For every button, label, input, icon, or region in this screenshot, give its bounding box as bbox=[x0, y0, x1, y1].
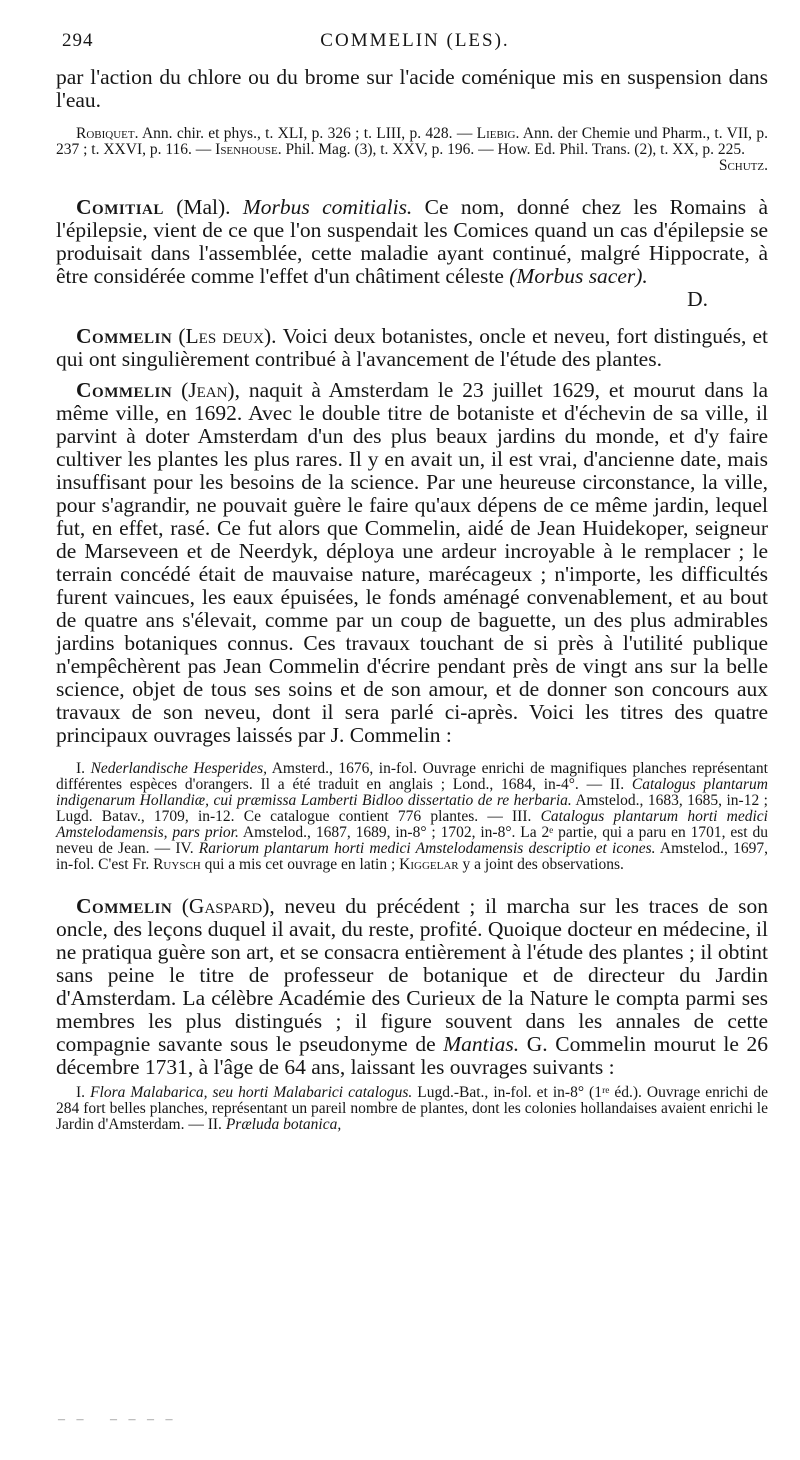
pseudonym: Mantias. bbox=[443, 1032, 520, 1056]
work-title: Nederlandische Hesperides, bbox=[90, 760, 268, 777]
work-title: Catalogus plantarum indigenarum Hollandiæ, cui præmissa Lamberti Bidloo dissertatio de re herbaria. bbox=[56, 776, 768, 809]
entry-text: neveu du précédent ; il marcha sur les traces de son oncle, des leçons duquel il avait, du reste, profité. Quoique docteur en médecine, il ne pratiqua guère son art, et se consacra entièrement à l'étude des plantes ; il obtint sans peine le titre de professeur de botanique et de directeur du Jardin d'Amsterdam. La célèbre Académie des Curieux de la Nature le compta parmi ses membres les plus distingués ; il figure souvent dans les annales de cette compagnie savante sous le pseudonyme de bbox=[56, 894, 768, 1056]
work-number: I. bbox=[76, 1084, 91, 1101]
page-footer-mark: ‒ ‒ ‒ ‒ ‒ ‒ bbox=[58, 1412, 177, 1427]
entry-tag: (Les deux). bbox=[172, 324, 283, 348]
author-robiquet: Robiquet. bbox=[76, 125, 139, 142]
entry-text: naquit à Amsterdam le 23 juillet 1629, et mourut dans la même ville, en 1692. Avec le double titre de botaniste et d'échevin de sa ville, il parvint à doter Amsterdam d'un des plus beaux jardins du monde, et d'y faire cultiver les plantes les plus rares. Il y en avait un, il est vrai, d'ancienne date, mais insuffisant pour les besoins de la science. Par une heureuse circonstance, la ville, pour s'agrandir, ne pouvait guère le faire qu'aux dépens de ce même jardin, lequel fut, en effet, rasé. Ce fut alors que Commelin, aidé de Jean Huidekoper, seigneur de Marseveen et de Neerdyk, déploya une ardeur incroyable à le remplacer ; le terrain concédé était de mauvaise nature, marécageux ; n'importe, les difficultés furent vaincues, les eaux épuisées, le fonds aménagé convenablement, et au bout de quatre ans s'élevait, comme par un coup de baguette, un des plus admirables jardins botaniques connus. Ces travaux touchant de si près à l'utilité publique n'empêchèrent pas Jean Commelin d'écrire pendant près de vingt ans sur la belle science, objet de tous ses soins et de son amour, et de donner son concours aux travaux de son neveu, dont il sera parlé ci-après. Voici les titres des quatre principaux ouvrages laissés par J. Commelin : bbox=[56, 378, 768, 747]
running-title: COMMELIN (LES). bbox=[320, 30, 510, 51]
signature-schutz: Schutz. bbox=[718, 157, 768, 174]
signature-d: D. bbox=[687, 287, 708, 311]
page-header bbox=[62, 30, 768, 60]
page-body bbox=[56, 66, 768, 1133]
work-title: Rariorum plantarum horti medici Amstelodamensis descriptio et icones. bbox=[198, 840, 656, 857]
entry-headword: Commelin bbox=[76, 378, 173, 402]
work-text: Amstelod., 1687, 1689, in-8° ; 1702, in-8°. La 2ᵉ partie, qui a paru en 1701, est du neveu de Jean. — IV. bbox=[56, 824, 768, 857]
work-number: I. bbox=[76, 760, 91, 777]
author-ruysch: Ruysch bbox=[153, 856, 201, 873]
author-liebig: Liebig. bbox=[476, 125, 520, 142]
entry-headword: Commelin bbox=[76, 894, 173, 918]
work-text: y a joint des observations. bbox=[458, 856, 624, 873]
author-isenhouse: Isenhouse. bbox=[215, 141, 282, 158]
entry-commelin-gaspard bbox=[56, 895, 768, 1079]
entry-comitial bbox=[56, 196, 768, 288]
latin-term: Morbus comitialis. bbox=[242, 195, 413, 219]
entry-commelin-les-deux bbox=[56, 325, 768, 371]
biblio-text: Ann. der Chemie und Pharm., t. VII, p. 237 ; t. XXVI, p. 116. — bbox=[56, 125, 768, 158]
chlore-continuation: par l'action du chlore ou du brome sur l'acide coménique mis en suspension dans l'eau. bbox=[56, 65, 768, 112]
work-text: Lugd.-Bat., in-fol. et in-8° (1ʳᵉ éd.). Ouvrage enrichi de 284 fort belles planches, représentant un pareil nombre de plantes, dont les colonies hollandaises avaient enrichi le Jardin d'Amsterdam. — II. bbox=[56, 1084, 768, 1133]
entry-text: Voici deux botanistes, oncle et neveu, fort distingués, et qui ont singulièrement contribué à l'avancement de l'étude des plantes. bbox=[56, 324, 768, 371]
entry-headword: Commelin bbox=[76, 324, 173, 348]
gaspard-works-list bbox=[56, 1085, 768, 1133]
work-text: Amstelod., 1697, in-fol. C'est Fr. bbox=[56, 840, 768, 873]
entry-commelin-jean bbox=[56, 379, 768, 747]
entry-tag: (Gaspard), bbox=[172, 894, 285, 918]
work-title: Flora Malabarica, seu horti Malabarici catalogus. bbox=[90, 1084, 413, 1101]
latin-term: (Morbus sacer). bbox=[509, 264, 648, 288]
work-text: Amsterd., 1676, in-fol. Ouvrage enrichi de magnifiques planches représentant différentes espèces d'orangers. Il a été traduit en anglais ; Lond., 1684, in-4°. — II. bbox=[56, 760, 768, 793]
entry-tag: (Mal). bbox=[163, 195, 243, 219]
entry-text: G. Commelin mourut le 26 décembre 1731, à l'âge de 64 ans, laissant les ouvrages suivants : bbox=[56, 1032, 768, 1079]
work-title: Catalogus plantarum horti medici Amstelodamensis, pars prior. bbox=[56, 808, 768, 841]
work-text: qui a mis cet ouvrage en latin ; bbox=[200, 856, 400, 873]
jean-works-list bbox=[56, 761, 768, 873]
work-text: Amstelod., 1683, 1685, in-12 ; Lugd. Batav., 1709, in-12. Ce catalogue contient 776 plantes. — III. bbox=[56, 792, 768, 825]
chlore-bibliography bbox=[56, 126, 768, 158]
page-number: 294 bbox=[62, 30, 94, 51]
author-kiggelar: Kiggelar bbox=[399, 856, 459, 873]
entry-text: Ce nom, donné chez les Romains à l'épilepsie, vient de ce que l'on suspendait les Comices quand un cas d'épilepsie se produisait dans l'assemblée, cette maladie ayant continué, malgré Hippocrate, à être considérée comme l'effet d'un châtiment céleste bbox=[56, 195, 768, 288]
biblio-text: Ann. chir. et phys., t. XLI, p. 326 ; t. LIII, p. 428. — bbox=[138, 125, 477, 142]
biblio-text: Phil. Mag. (3), t. XXV, p. 196. — How. Ed. Phil. Trans. (2), t. XX, p. 225. bbox=[281, 141, 745, 158]
entry-headword: Comitial bbox=[76, 195, 164, 219]
work-title: Præluda botanica, bbox=[225, 1116, 342, 1133]
entry-tag: (Jean), bbox=[172, 378, 249, 402]
